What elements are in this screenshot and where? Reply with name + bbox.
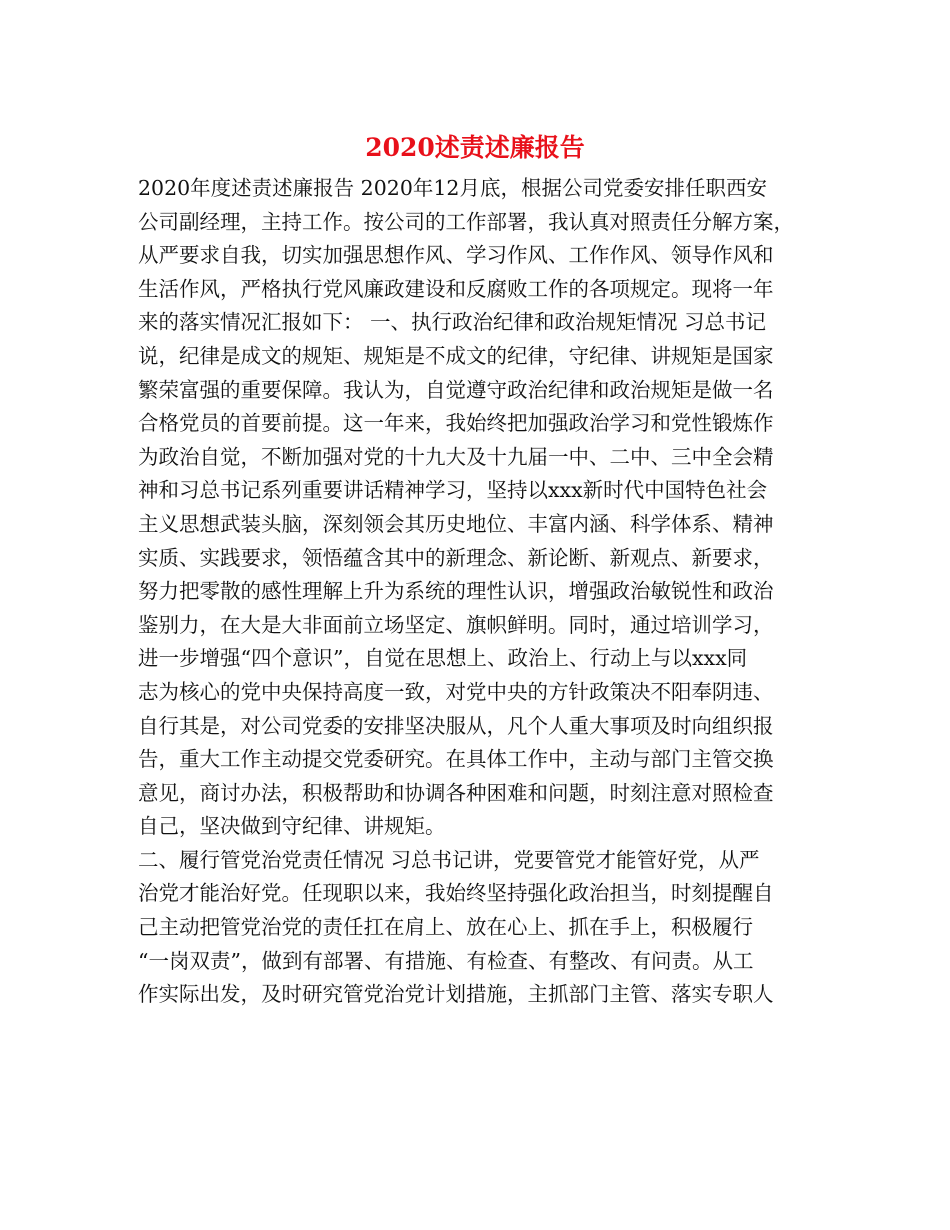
body-line: 2020年度述责述廉报告 2020年12月底，根据公司党委安排任职西安: [138, 176, 767, 200]
body-line: “一岗双责”，做到有部署、有措施、有检查、有整改、有问责。从工: [138, 948, 754, 973]
body-line: 自己，坚决做到守纪律、讲规矩。: [138, 814, 446, 839]
body-line: 努力把零散的感性理解上升为系统的理性认识，增强政治敏锐性和政治: [138, 579, 774, 604]
body-line: 神和习总书记系列重要讲话精神学习，坚持以xxx新时代中国特色社会: [138, 478, 768, 503]
body-line: 意见，商讨办法，积极帮助和协调各种困难和问题，时刻注意对照检查: [138, 780, 774, 805]
body-line: 为政治自觉，不断加强对党的十九大及十九届一中、二中、三中全会精: [138, 444, 774, 469]
body-line: 告，重大工作主动提交党委研究。在具体工作中，主动与部门主管交换: [138, 747, 774, 772]
body-line: 己主动把管党治党的责任扛在肩上、放在心上、抓在手上，积极履行: [138, 915, 753, 940]
body-line: 实质、实践要求，领悟蕴含其中的新理念、新论断、新观点、新要求，: [138, 545, 774, 570]
document-title: 2020述责述廉报告: [365, 133, 585, 162]
body-line: 鉴别力，在大是大非面前立场坚定、旗帜鲜明。同时，通过培训学习，: [138, 612, 774, 637]
body-line: 进一步增强“四个意识”，自觉在思想上、政治上、行动上与以xxx同: [138, 646, 748, 671]
body-line: 自行其是，对公司党委的安排坚决服从，凡个人重大事项及时向组织报: [138, 713, 774, 738]
body-line: 繁荣富强的重要保障。我认为，自觉遵守政治纪律和政治规矩是做一名: [138, 377, 774, 402]
body-line: 二、履行管党治党责任情况 习总书记讲，党要管党才能管好党，从严: [138, 847, 760, 872]
body-line: 说，纪律是成文的规矩、规矩是不成文的纪律，守纪律、讲规矩是国家: [138, 343, 774, 368]
body-line: 从严要求自我，切实加强思想作风、学习作风、工作作风、领导作风和: [138, 243, 774, 268]
document-body: [138, 172, 838, 1012]
body-line: 治党才能治好党。任现职以来，我始终坚持强化政治担当，时刻提醒自: [138, 881, 774, 906]
body-line: 生活作风，严格执行党风廉政建设和反腐败工作的各项规定。现将一年: [138, 276, 774, 301]
body-line: 主义思想武装头脑，深刻领会其历史地位、丰富内涵、科学体系、精神: [138, 511, 774, 536]
body-line: 作实际出发，及时研究管党治党计划措施，主抓部门主管、落实专职人: [138, 982, 774, 1007]
body-line: 来的落实情况汇报如下： 一、执行政治纪律和政治规矩情况 习总书记: [138, 310, 767, 335]
body-line: 公司副经理，主持工作。按公司的工作部署，我认真对照责任分解方案，: [138, 209, 794, 234]
body-line: 志为核心的党中央保持高度一致，对党中央的方针政策决不阳奉阴违、: [138, 679, 774, 704]
body-line: 合格党员的首要前提。这一年来，我始终把加强政治学习和党性锻炼作: [138, 411, 774, 436]
